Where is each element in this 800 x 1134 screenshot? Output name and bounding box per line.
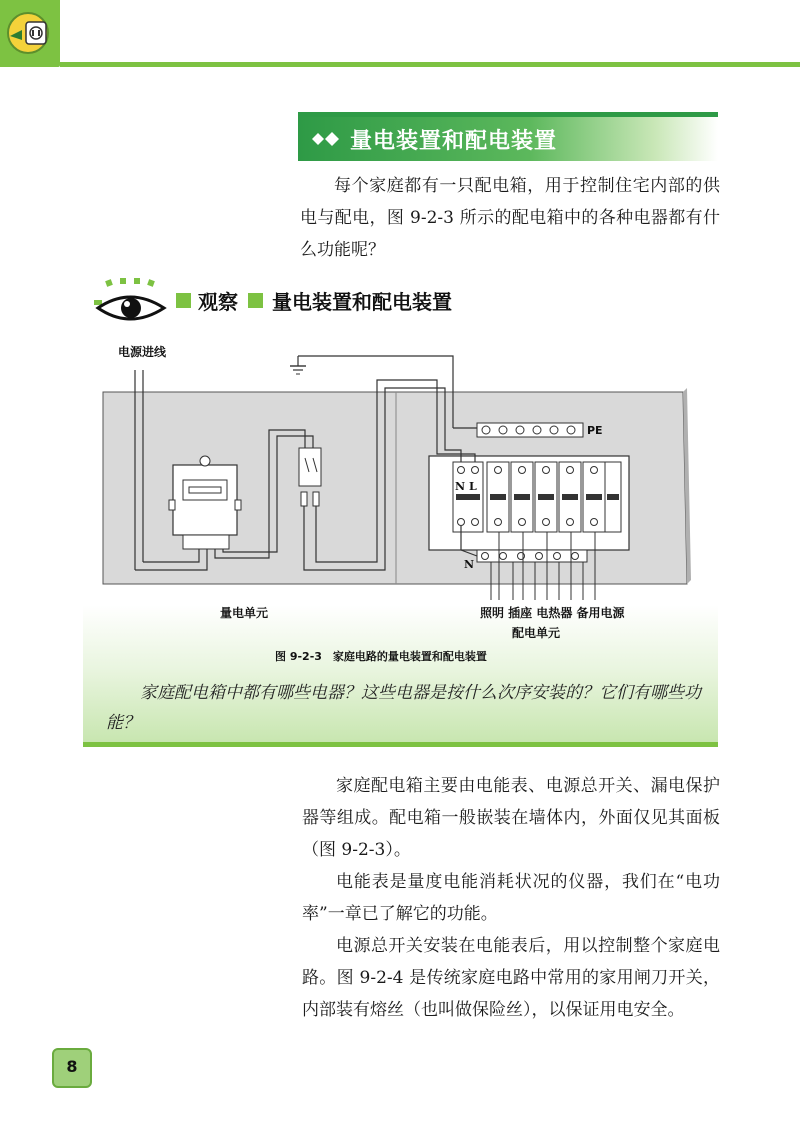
bullet-square <box>176 293 191 308</box>
chapter-badge <box>0 0 60 67</box>
observe-heading <box>92 278 692 328</box>
figure-caption: 图 9-2-3 家庭电路的量电装置和配电装置 <box>275 650 487 663</box>
eye-icon <box>92 278 172 324</box>
section-title: 量电装置和配电装置 <box>350 129 558 154</box>
header-rule <box>60 62 800 67</box>
branch-circuits-label: 照明 插座 电热器 备用电源 <box>480 606 625 620</box>
l-terminal-label: L <box>469 480 477 493</box>
incoming-line-label: 电源进线 <box>118 345 167 359</box>
bullet-square <box>248 293 263 308</box>
metering-unit-label: 量电单元 <box>220 606 269 620</box>
diamond-bullet-icon <box>312 131 342 147</box>
distribution-box-diagram <box>83 340 718 600</box>
n-terminal-label: N <box>455 480 466 493</box>
observe-title: 量电装置和配电装置 <box>272 290 452 314</box>
section-title-bar <box>298 112 718 161</box>
figure-bottom-rule <box>83 742 718 747</box>
page-number: 8 <box>66 1057 78 1076</box>
body-paragraph: 电源总开关安装在电能表后，用以控制整个家庭电路。图 9-2-4 是传统家庭电路中常用的家用闸刀开关，内部装有熔丝（也叫做保险丝），以保证用电安全。 <box>302 936 720 1020</box>
distribution-unit-label: 配电单元 <box>512 626 561 640</box>
page-number-badge <box>52 1048 92 1088</box>
pe-label: PE <box>587 424 603 437</box>
intro-paragraph: 每个家庭都有一只配电箱，用于控制住宅内部的供电与配电，图 9-2-3 所示的配电箱中的各种电器都有什么功能呢？ <box>300 176 720 260</box>
plug-socket-icon <box>6 10 52 56</box>
observe-tag: 观察 <box>198 290 238 314</box>
body-text <box>302 770 720 1026</box>
neutral-bar-label: N <box>464 558 475 571</box>
figure-question: 家庭配电箱中都有哪些电器？这些电器是按什么次序安装的？它们有哪些功能？ <box>106 683 701 733</box>
body-paragraph: 家庭配电箱主要由电能表、电源总开关、漏电保护器等组成。配电箱一般嵌装在墙体内，外面仅见其面板（图 9-2-3）。 <box>302 776 720 860</box>
body-paragraph: 电能表是量度电能消耗状况的仪器，我们在“电功率”一章已了解它的功能。 <box>302 872 720 924</box>
